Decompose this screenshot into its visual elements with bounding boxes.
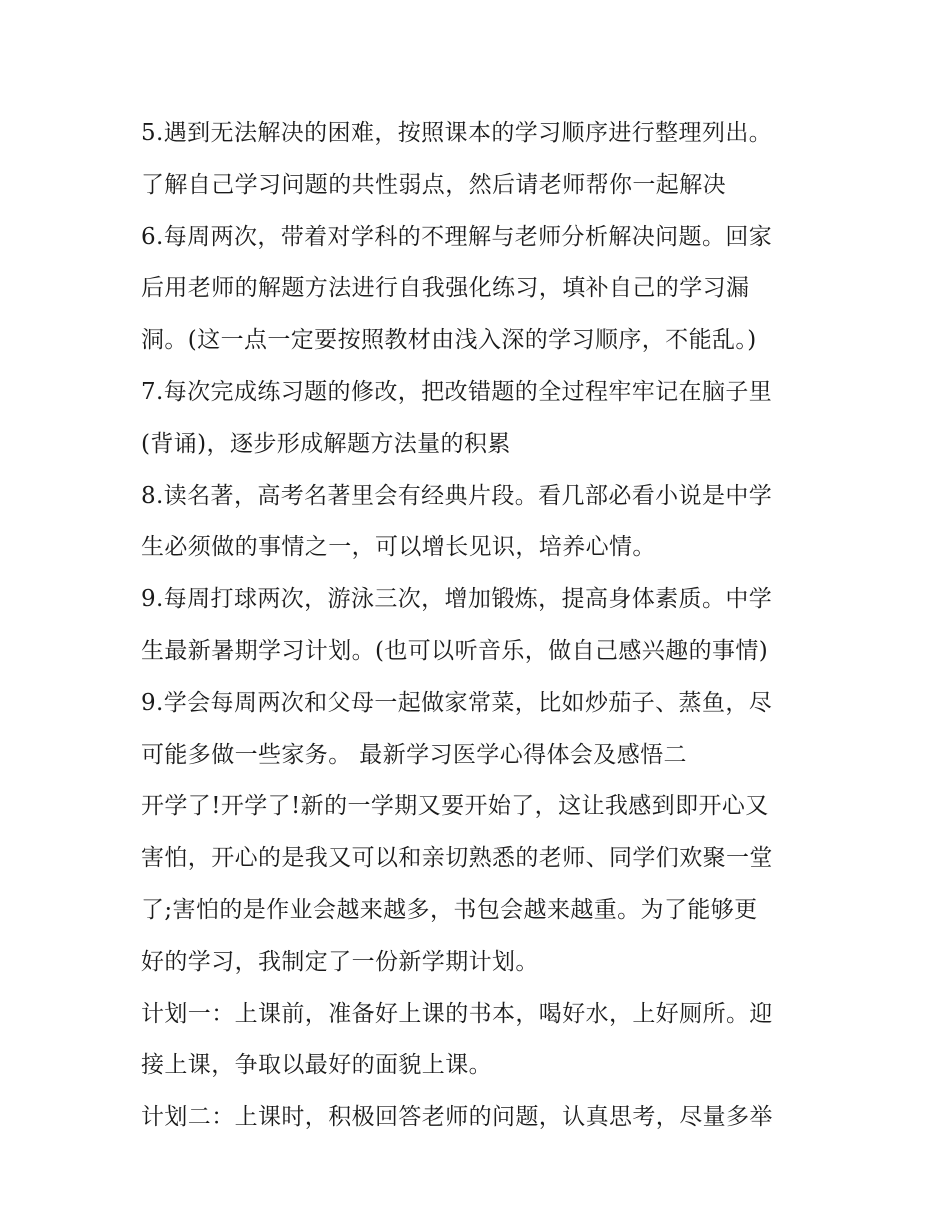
text-line: 后用老师的解题方法进行自我强化练习，填补自己的学习漏 xyxy=(141,275,750,302)
text-line: 计划一：上课前，准备好上课的书本，喝好水，上好厕所。迎 xyxy=(141,1000,773,1027)
text-line: 了;害怕的是作业会越来越多，书包会越来越重。为了能够更 xyxy=(141,896,758,923)
text-line: 9.每周打球两次，游泳三次，增加锻炼，提高身体素质。中学 xyxy=(141,586,773,613)
text-line: 7.每次完成练习题的修改，把改错题的全过程牢牢记在脑子里 xyxy=(141,378,773,405)
text-line: 生最新暑期学习计划。(也可以听音乐，做自己感兴趣的事情) xyxy=(141,637,769,664)
text-line: 洞。(这一点一定要按照教材由浅入深的学习顺序，不能乱。) xyxy=(141,327,757,354)
text-line: 计划二：上课时，积极回答老师的问题，认真思考，尽量多举 xyxy=(141,1104,773,1131)
text-line: 好的学习，我制定了一份新学期计划。 xyxy=(141,948,539,975)
text-line: 5.遇到无法解决的困难，按照课本的学习顺序进行整理列出。 xyxy=(141,120,773,146)
text-line: 9.学会每周两次和父母一起做家常菜，比如炒茄子、蒸鱼，尽 xyxy=(141,689,773,716)
text-line: 6.每周两次，带着对学科的不理解与老师分析解决问题。回家 xyxy=(141,223,773,250)
text-line: 8.读名著，高考名著里会有经典片段。看几部必看小说是中学 xyxy=(141,482,773,509)
document-body xyxy=(141,108,821,1144)
text-line: 接上课，争取以最好的面貌上课。 xyxy=(141,1052,492,1079)
text-line: 害怕，开心的是我又可以和亲切熟悉的老师、同学们欢聚一堂 xyxy=(141,845,773,872)
text-line: 了解自己学习问题的共性弱点，然后请老师帮你一起解决 xyxy=(141,171,726,198)
text-line: 可能多做一些家务。 最新学习医学心得体会及感悟二 xyxy=(141,741,687,768)
text-line: 生必须做的事情之一，可以增长见识，培养心情。 xyxy=(141,534,656,561)
text-line: 开学了!开学了!新的一学期又要开始了，这让我感到即开心又 xyxy=(141,793,769,820)
text-line: (背诵)，逐步形成解题方法量的积累 xyxy=(141,430,511,457)
